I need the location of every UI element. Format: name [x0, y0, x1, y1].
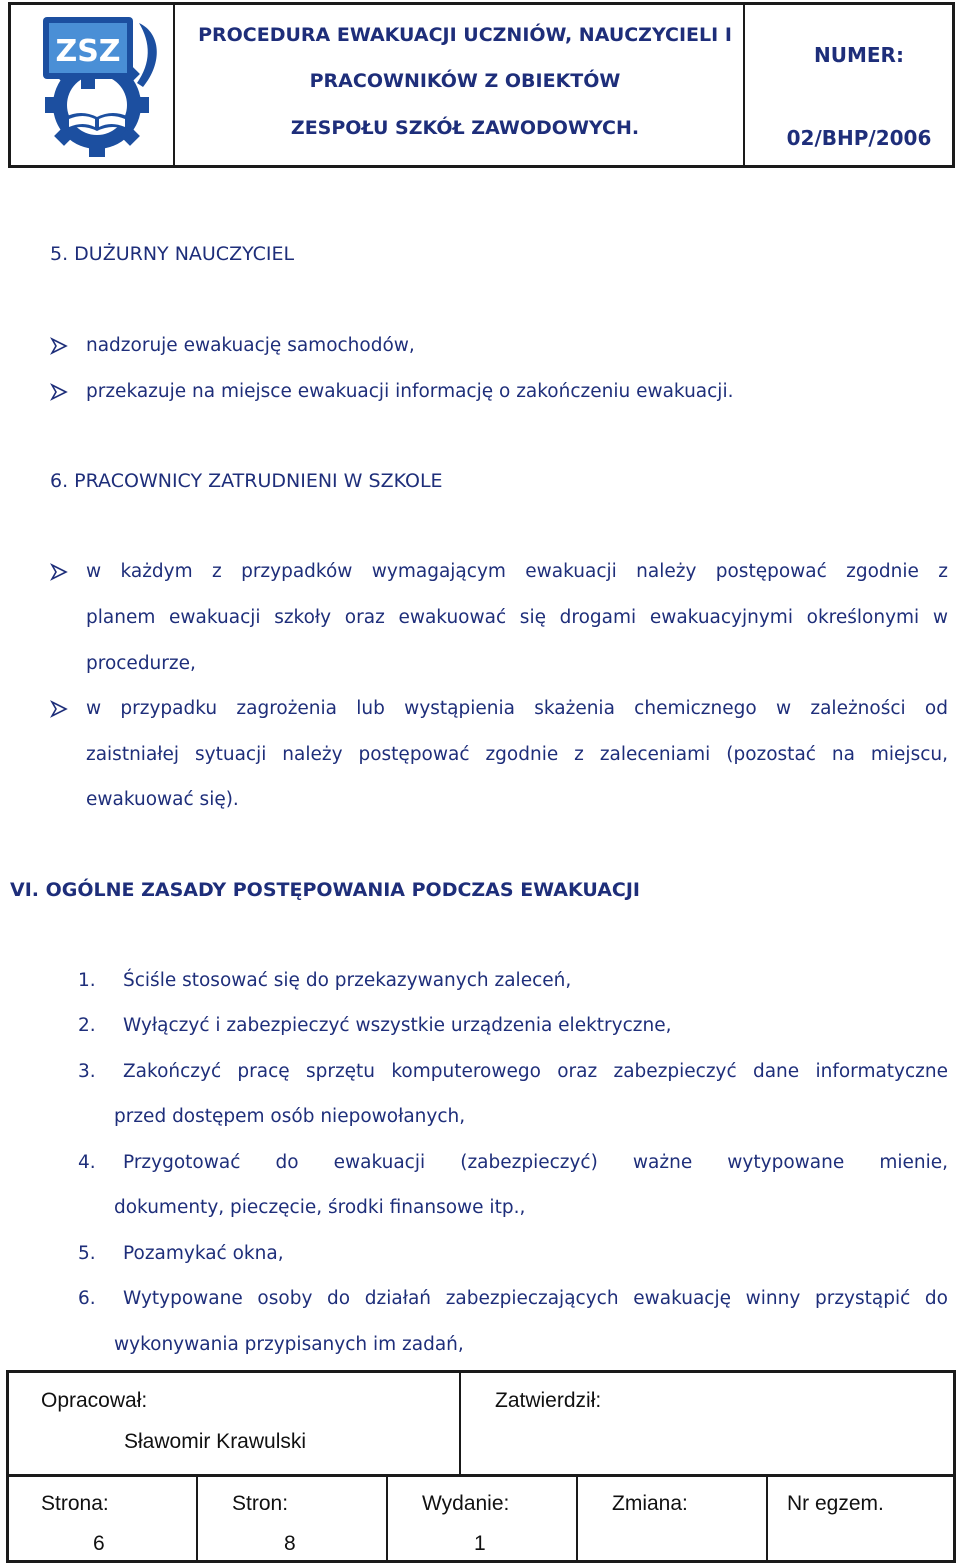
- section-6-bullet-line: w przypadku zagrożenia lub wystąpienia skażenia chemicznego w zależności od: [86, 698, 948, 719]
- arrow-bullet-icon: [50, 700, 68, 718]
- footer-divider: [386, 1474, 388, 1560]
- approved-label: Zatwierdził:: [495, 1389, 602, 1412]
- footer-divider: [766, 1474, 768, 1560]
- footer-divider: [9, 1474, 953, 1477]
- prepared-label: Opracował:: [41, 1389, 148, 1412]
- procedure-title-line: PROCEDURA EWAKUACJI UCZNIÓW, NAUCZYCIELI I: [198, 24, 732, 46]
- list-item: Zakończyć pracę sprzętu komputerowego oraz zabezpieczyć dane informatyczne: [123, 1061, 948, 1082]
- edition-label: Wydanie:: [422, 1492, 510, 1515]
- section-6-bullet-line: w każdym z przypadków wymagającym ewakuacji należy postępować zgodnie z: [86, 561, 948, 582]
- list-item-number: 5.: [78, 1243, 96, 1264]
- copy-number-label: Nr egzem.: [787, 1492, 884, 1515]
- section-6-bullet-line: procedurze,: [86, 653, 196, 674]
- section-6-heading: 6. PRACOWNICY ZATRUDNIENI W SZKOLE: [50, 470, 443, 492]
- arrow-bullet-icon: [50, 563, 68, 581]
- list-item-number: 6.: [78, 1288, 96, 1309]
- prepared-name: Sławomir Krawulski: [124, 1430, 307, 1453]
- edition-value: 1: [474, 1532, 486, 1555]
- school-logo-icon: [21, 13, 173, 159]
- list-item-continuation: wykonywania przypisanych im zadań,: [114, 1334, 464, 1355]
- section-6-bullet-line: ewakuować się).: [86, 789, 239, 810]
- list-item: Ściśle stosować się do przekazywanych zaleceń,: [123, 970, 572, 991]
- page-label: Strona:: [41, 1492, 109, 1515]
- header-divider: [173, 5, 175, 165]
- footer-divider: [576, 1474, 578, 1560]
- page-value: 6: [93, 1532, 105, 1555]
- footer-divider: [196, 1474, 198, 1560]
- pages-value: 8: [284, 1532, 296, 1555]
- logo-text: ZSZ: [55, 34, 121, 69]
- list-item-continuation: przed dostępem osób niepowołanych,: [114, 1106, 466, 1127]
- section-6-bullet-line: planem ewakuacji szkoły oraz ewakuować się drogami ewakuacyjnymi określonymi w: [86, 607, 948, 628]
- footer-divider: [459, 1373, 461, 1474]
- list-item: Wyłączyć i zabezpieczyć wszystkie urządzenia elektryczne,: [123, 1015, 672, 1036]
- change-label: Zmiana:: [612, 1492, 688, 1515]
- procedure-title-line: ZESPOŁU SZKÓŁ ZAWODOWYCH.: [290, 117, 640, 139]
- number-label: NUMER:: [814, 43, 904, 67]
- list-item-number: 4.: [78, 1152, 96, 1173]
- list-item: Przygotować do ewakuacji (zabezpieczyć) ważne wytypowane mienie,: [123, 1152, 948, 1173]
- list-item: Pozamykać okna,: [123, 1243, 284, 1264]
- list-item-continuation: dokumenty, pieczęcie, środki finansowe itp.,: [114, 1197, 526, 1218]
- section-5-bullet: przekazuje na miejsce ewakuacji informację o zakończeniu ewakuacji.: [86, 381, 734, 402]
- number-value: 02/BHP/2006: [786, 126, 932, 150]
- document-footer: [6, 1370, 956, 1563]
- list-item-number: 3.: [78, 1061, 96, 1082]
- section-6-bullet-line: zaistniałej sytuacji należy postępować zgodnie z zaleceniami (pozostać na miejscu,: [86, 744, 948, 765]
- section-5-heading: 5. DUŻURNY NAUCZYCIEL: [50, 243, 295, 265]
- pages-label: Stron:: [232, 1492, 289, 1515]
- list-item: Wytypowane osoby do działań zabezpieczających ewakuację winny przystąpić do: [123, 1288, 948, 1309]
- procedure-title-line: PRACOWNIKÓW Z OBIEKTÓW: [309, 70, 621, 92]
- list-item-number: 2.: [78, 1015, 96, 1036]
- list-item-number: 1.: [78, 970, 96, 991]
- document-header: [8, 2, 955, 168]
- section-vi-heading: VI. OGÓLNE ZASADY POSTĘPOWANIA PODCZAS EWAKUACJI: [10, 879, 640, 901]
- arrow-bullet-icon: [50, 383, 68, 401]
- arrow-bullet-icon: [50, 337, 68, 355]
- section-5-bullet: nadzoruje ewakuację samochodów,: [86, 335, 415, 356]
